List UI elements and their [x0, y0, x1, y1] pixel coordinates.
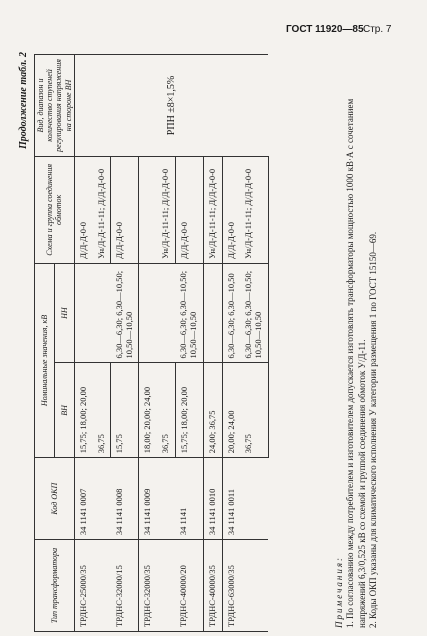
- continuation-label: Продолжение табл. 2: [18, 52, 29, 150]
- cell-scheme: Д/Д-Д-0-0: [74, 156, 92, 263]
- cell-type: ТРДНС-32000/35: [139, 540, 176, 632]
- cell-okp: 34 1141 0010: [203, 458, 222, 540]
- page-number: Стр. 7: [363, 24, 392, 35]
- cell-hv: 24,00; 36,75: [203, 363, 222, 458]
- col-header-nominal: Номинальные значения, кВ: [35, 263, 55, 458]
- col-header-range: Вид, диапазон и количество ступеней регулирования напряжения на стороне ВН: [35, 55, 75, 157]
- cell-scheme: Ун/Д-Д-11-11; Д/Д-Д-0-0: [93, 156, 111, 263]
- notes: [334, 58, 379, 628]
- col-header-scheme: Схема и группа соединения обмоток: [35, 156, 75, 263]
- spec-table: [34, 54, 269, 632]
- cell-scheme: [139, 156, 157, 263]
- cell-lv: 6,30—6,30; 6,30—10,50; 10,50—10,50: [111, 263, 139, 363]
- cell-scheme: Д/Д-Д-0-0: [111, 156, 139, 263]
- col-header-type: Тип трансформатора: [35, 540, 75, 632]
- page-header: [0, 24, 427, 42]
- cell-okp: 34 1141 0009: [139, 458, 176, 540]
- cell-okp: 34 1141 0007: [74, 458, 111, 540]
- cell-lv: [74, 263, 111, 363]
- notes-title: Примечания:: [334, 555, 344, 628]
- cell-hv: 15,75: [111, 363, 139, 458]
- cell-lv: 6,30—6,30; 6,30—10,50; 10,50—10,50: [240, 263, 268, 363]
- cell-hv: 18,00; 20,00; 24,00: [139, 363, 157, 458]
- cell-scheme: Ун/Д-Д-11-11; Д/Д-Д-0-0: [203, 156, 222, 263]
- cell-scheme: Д/Д-Д-0-0: [222, 156, 240, 263]
- cell-hv: 15,75; 18,00; 20,00: [74, 363, 92, 458]
- note-1: 1. По согласованию между потребителем и изготовителем допускается изготовлять трансформаторы мощностью 1000 кВ·А с сочетанием напряжений 6,3/0,525 кВ со схемой и группой соединения обмоток У/Д-11.: [345, 98, 367, 628]
- cell-scheme: Ун/Д-Д-11-11; Д/Д-Д-0-0: [157, 156, 175, 263]
- cell-lv: [139, 263, 176, 363]
- cell-okp: 34 1141 0011: [222, 458, 268, 540]
- cell-hv: 15,75; 18,00; 20,00: [175, 363, 203, 458]
- cell-hv: 36,75: [157, 363, 175, 458]
- table-row: [74, 55, 92, 632]
- col-header-okp: Код ОКП: [35, 458, 75, 540]
- cell-scheme: Ун/Д-Д-11-11; Д/Д-Д-0-0: [240, 156, 268, 263]
- cell-type: ТРДНС-40000/20: [175, 540, 203, 632]
- cell-type: ТРДНС-63000/35: [222, 540, 268, 632]
- cell-scheme: Д/Д-Д-0-0: [175, 156, 203, 263]
- cell-type: ТРДНС-25000/35: [74, 540, 111, 632]
- cell-lv: 6,30—6,30; 6,30—10,50: [222, 263, 240, 363]
- cell-okp: 34 1141 0008: [111, 458, 139, 540]
- cell-hv: 36,75: [93, 363, 111, 458]
- cell-type: ТРДНС-40000/35: [203, 540, 222, 632]
- cell-hv: 36,75: [240, 363, 268, 458]
- col-header-hv: ВН: [54, 363, 74, 458]
- cell-hv: 20,00; 24,00: [222, 363, 240, 458]
- standard-number: ГОСТ 11920—85: [286, 24, 364, 35]
- cell-okp: 34 1141: [175, 458, 203, 540]
- cell-lv: 6,30—6,30; 6,30—10,50; 10,50—10,50: [175, 263, 203, 363]
- cell-type: ТРДНС-32000/15: [111, 540, 139, 632]
- rotated-table-block: [16, 46, 396, 636]
- cell-regulation-range: РПН ±8×1,5%: [74, 55, 268, 157]
- note-2: 2. Коды ОКП указаны для климатического исполнения У категории размещения 1 по ГОСТ 15150—69.: [367, 231, 378, 628]
- cell-lv: [203, 263, 222, 363]
- col-header-lv: НН: [54, 263, 74, 363]
